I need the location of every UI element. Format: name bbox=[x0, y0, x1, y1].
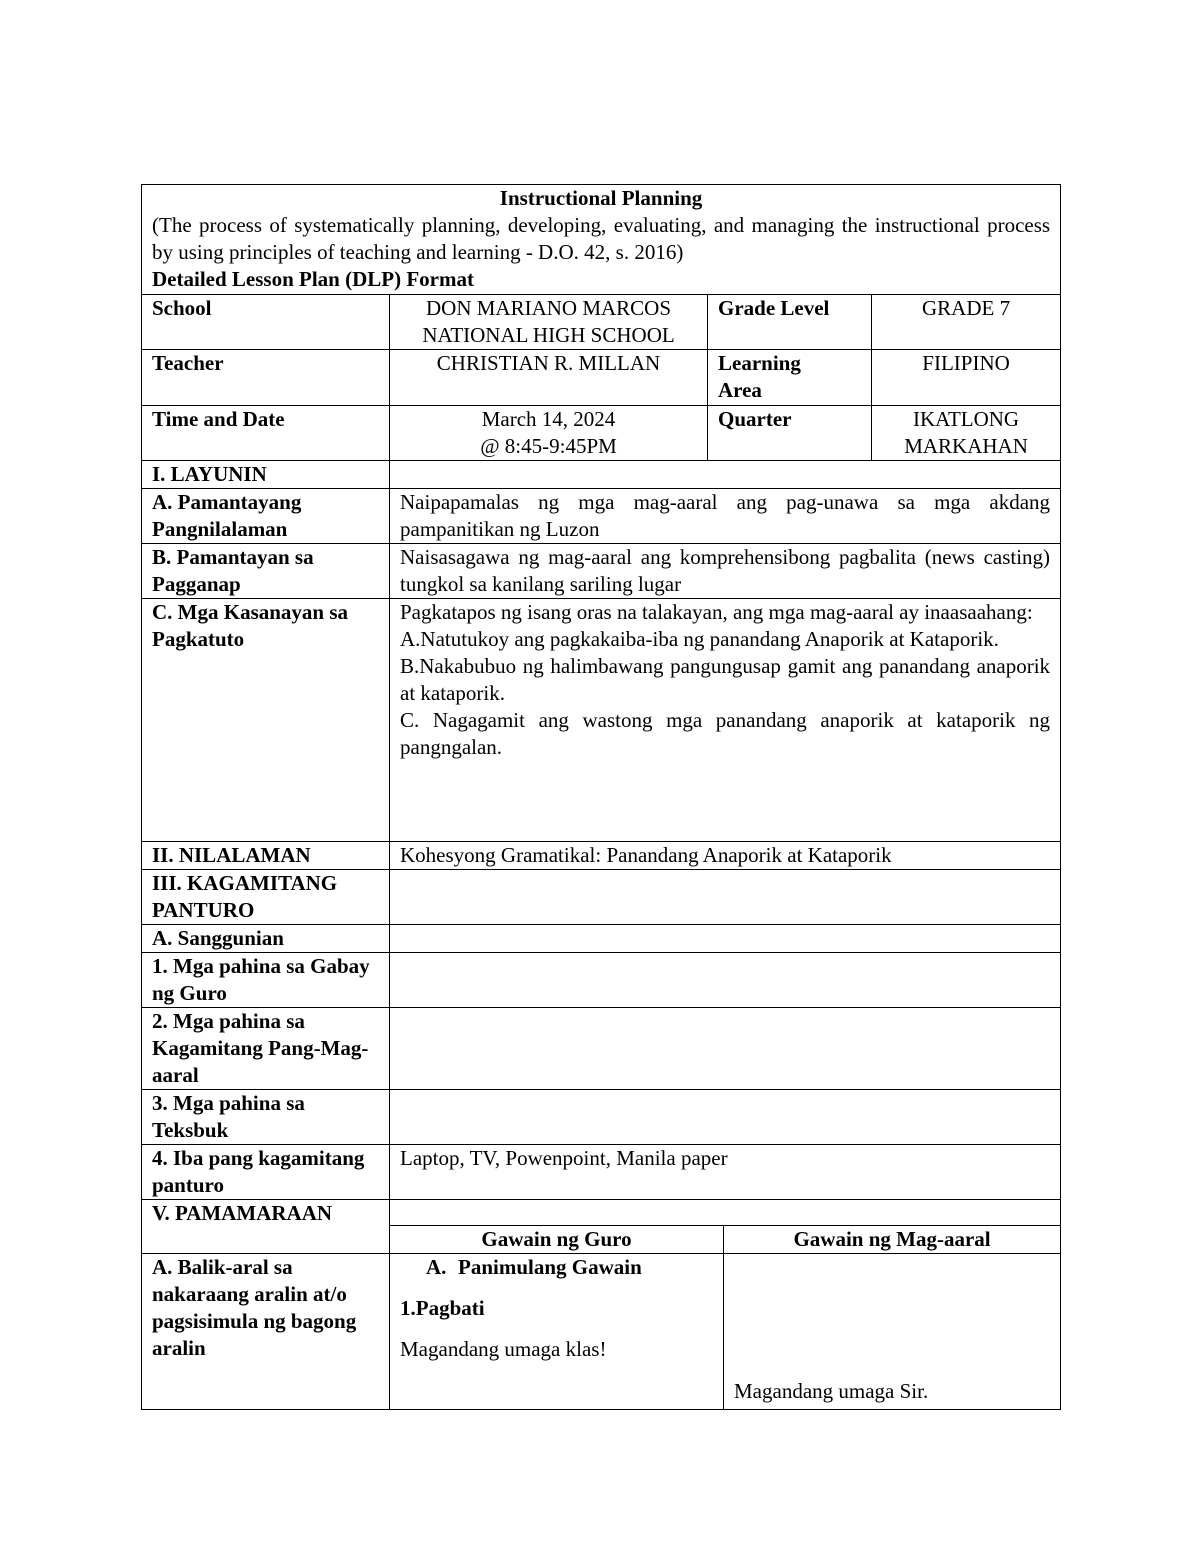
grade-level-label: Grade Level bbox=[708, 295, 872, 350]
learning-area-label-line-2: Area bbox=[718, 378, 762, 402]
school-value bbox=[390, 295, 708, 350]
time-date-row bbox=[142, 406, 1061, 461]
pamamaraan-heading: V. PAMAMARAAN bbox=[142, 1200, 390, 1254]
time-date-value bbox=[390, 406, 708, 461]
kasanayan-intro: Pagkatapos ng isang oras na talakayan, ang mga mag-aaral ay inaasaahang: bbox=[400, 600, 1033, 624]
teacher-greeting: Magandang umaga klas! bbox=[400, 1337, 607, 1361]
school-value-line-2: NATIONAL HIGH SCHOOL bbox=[422, 323, 675, 347]
pamamaraan-heading-empty bbox=[390, 1200, 1061, 1226]
kasanayan-label: C. Mga Kasanayan sa Pagkatuto bbox=[142, 599, 390, 842]
pagbati-step: 1.Pagbati bbox=[400, 1296, 485, 1320]
sanggunian-empty bbox=[390, 925, 1061, 953]
time-date-label: Time and Date bbox=[142, 406, 390, 461]
nilalaman-value: Kohesyong Gramatikal: Panandang Anaporik at Kataporik bbox=[390, 842, 1061, 870]
teacher-value: CHRISTIAN R. MILLAN bbox=[390, 350, 708, 406]
quarter-label: Quarter bbox=[708, 406, 872, 461]
gawain-mag-aaral-cell bbox=[724, 1254, 1061, 1410]
kasanayan-item-b: B.Nakabubuo ng halimbawang pangungusap gamit ang panandang anaporik at kataporik. bbox=[400, 654, 1051, 705]
document-format: Detailed Lesson Plan (DLP) Format bbox=[152, 267, 474, 291]
iba-pang-kagamitan-value: Laptop, TV, Powenpoint, Manila paper bbox=[390, 1145, 1061, 1200]
document-title: Instructional Planning bbox=[499, 186, 703, 210]
kasanayan-item-c: C. Nagagamit ang wastong mga panandang anaporik at kataporik ng pangngalan. bbox=[400, 708, 1051, 759]
layunin-heading: I. LAYUNIN bbox=[142, 461, 390, 489]
spacer bbox=[400, 1281, 713, 1295]
nilalaman-heading: II. NILALAMAN bbox=[142, 842, 390, 870]
gabay-guro-label: 1. Mga pahina sa Gabay ng Guro bbox=[142, 953, 390, 1008]
teksbuk-empty bbox=[390, 1090, 1061, 1145]
sanggunian-row bbox=[142, 925, 1061, 953]
kagamitang-mag-aaral-label: 2. Mga pahina sa Kagamitang Pang-Mag-aaral bbox=[142, 1008, 390, 1090]
pamantayan-pagganap-row bbox=[142, 544, 1061, 599]
school-value-line-1: DON MARIANO MARCOS bbox=[425, 296, 672, 320]
time-value: @ 8:45-9:45PM bbox=[480, 434, 617, 458]
pamantayan-pagganap-label: B. Pamantayan sa Pagganap bbox=[142, 544, 390, 599]
pamantayang-pangnilalaman-row bbox=[142, 489, 1061, 544]
kagamitan-heading: III. KAGAMITANG PANTURO bbox=[142, 870, 390, 925]
date-value: March 14, 2024 bbox=[481, 407, 616, 431]
panimulang-gawain-letter: A. bbox=[426, 1255, 447, 1279]
pamantayan-pagganap-value: Naisasagawa ng mag-aaral ang komprehensibong pagbalita (news casting) tungkol sa kanilang sariling lugar bbox=[390, 544, 1061, 599]
teksbuk-label: 3. Mga pahina sa Teksbuk bbox=[142, 1090, 390, 1145]
layunin-heading-row bbox=[142, 461, 1061, 489]
panimulang-gawain-title: Panimulang Gawain bbox=[458, 1255, 642, 1279]
quarter-value bbox=[872, 406, 1061, 461]
teacher-label: Teacher bbox=[142, 350, 390, 406]
gawain-mag-aaral-header: Gawain ng Mag-aaral bbox=[724, 1226, 1061, 1254]
iba-pang-kagamitan-row bbox=[142, 1145, 1061, 1200]
kagamitan-heading-empty bbox=[390, 870, 1061, 925]
kagamitang-mag-aaral-empty bbox=[390, 1008, 1061, 1090]
pamantayang-pangnilalaman-value: Naipapamalas ng mga mag-aaral ang pag-unawa sa mga akdang pampanitikan ng Luzon bbox=[390, 489, 1061, 544]
gabay-guro-empty bbox=[390, 953, 1061, 1008]
iba-pang-kagamitan-label: 4. Iba pang kagamitang panturo bbox=[142, 1145, 390, 1200]
spacer bbox=[400, 1322, 713, 1336]
sanggunian-label: A. Sanggunian bbox=[142, 925, 390, 953]
header-cell bbox=[142, 185, 1061, 295]
teacher-row bbox=[142, 350, 1061, 406]
panimulang-gawain-heading bbox=[400, 1254, 713, 1281]
balik-aral-label: A. Balik-aral sa nakaraang aralin at/o pagsisimula ng bagong aralin bbox=[142, 1254, 390, 1410]
learning-area-value: FILIPINO bbox=[872, 350, 1061, 406]
quarter-value-line-1: IKATLONG bbox=[912, 407, 1020, 431]
pamamaraan-heading-row bbox=[142, 1200, 1061, 1226]
kagamitang-mag-aaral-row bbox=[142, 1008, 1061, 1090]
grade-level-value: GRADE 7 bbox=[872, 295, 1061, 350]
balik-aral-row bbox=[142, 1254, 1061, 1410]
student-reply: Magandang umaga Sir. bbox=[734, 1379, 929, 1403]
learning-area-label bbox=[708, 350, 872, 406]
kagamitan-heading-row bbox=[142, 870, 1061, 925]
teksbuk-row bbox=[142, 1090, 1061, 1145]
document-description: (The process of systematically planning, developing, evaluating, and managing the instructional process by using principles of teaching and learning - D.O. 42, s. 2016) bbox=[152, 213, 1051, 264]
header-row bbox=[142, 185, 1061, 295]
learning-area-label-line-1: Learning bbox=[718, 351, 801, 375]
gabay-guro-row bbox=[142, 953, 1061, 1008]
dlp-table bbox=[141, 184, 1061, 1410]
gawain-guro-cell bbox=[390, 1254, 724, 1410]
kasanayan-item-a: A.Natutukoy ang pagkakaiba-iba ng panandang Anaporik at Kataporik. bbox=[400, 627, 999, 651]
kasanayan-value bbox=[390, 599, 1061, 842]
pamantayang-pangnilalaman-label: A. Pamantayang Pangnilalaman bbox=[142, 489, 390, 544]
quarter-value-line-2: MARKAHAN bbox=[904, 434, 1028, 458]
layunin-heading-empty bbox=[390, 461, 1061, 489]
kasanayan-row bbox=[142, 599, 1061, 842]
lesson-plan-document bbox=[141, 184, 1060, 1410]
school-label: School bbox=[142, 295, 390, 350]
nilalaman-row bbox=[142, 842, 1061, 870]
gawain-guro-header: Gawain ng Guro bbox=[390, 1226, 724, 1254]
school-row bbox=[142, 295, 1061, 350]
